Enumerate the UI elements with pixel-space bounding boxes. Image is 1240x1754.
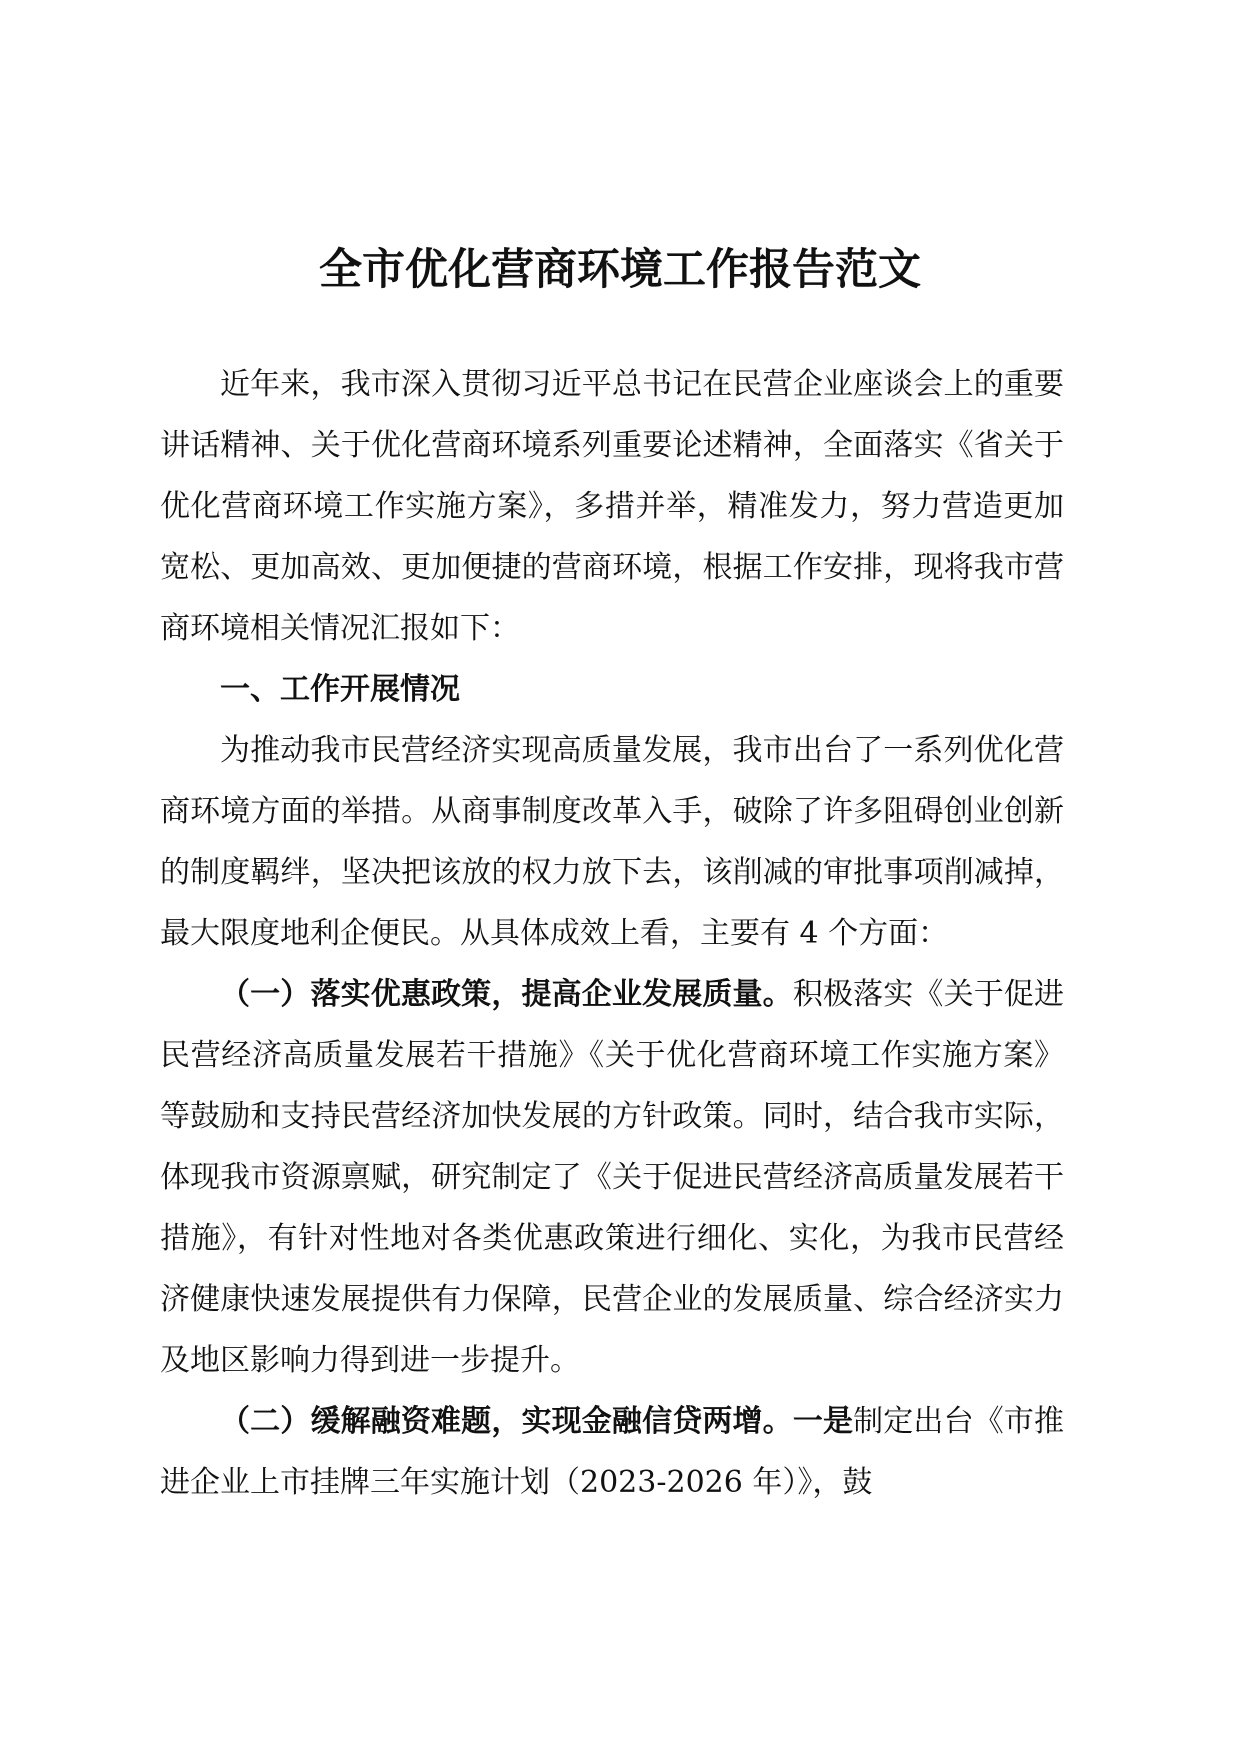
paragraph-intro <box>160 354 1064 659</box>
paragraph-text: 近年来，我市深入贯彻习近平总书记在民营企业座谈会上的重要讲话精神、关于优化营商环境系列重要论述精神，全面落实《省关于优化营商环境工作实施方案》，多措并举，精准发力，努力营造更加宽松、更加高效、更加便捷的营商环境，根据工作安排，现将我市营商环境相关情况汇报如下： <box>160 367 1064 646</box>
paragraph-text: 积极落实《关于促进民营经济高质量发展若干措施》《关于优化营商环境工作实施方案》等鼓励和支持民营经济加快发展的方针政策。同时，结合我市实际，体现我市资源禀赋，研究制定了《关于促进民营经济高质量发展若干措施》，有针对性地对各类优惠政策进行细化、实化，为我市民营经济健康快速发展提供有力保障，民营企业的发展质量、综合经济实力及地区影响力得到进一步提升。 <box>160 977 1065 1378</box>
paragraph-overview <box>160 720 1064 964</box>
paragraph-text: 为推动我市民营经济实现高质量发展，我市出台了一系列优化营商环境方面的举措。从商事制度改革入手，破除了许多阻碍创业创新的制度羁绊，坚决把该放的权力放下去，该削减的审批事项削减掉，最大限度地利企便民。从具体成效上看，主要有 4 个方面： <box>160 733 1064 951</box>
section-heading <box>160 659 1064 720</box>
document-body <box>160 354 1064 1513</box>
paragraph-text: 制定出台《市推进企业上市挂牌三年实施计划（2023-2026 年）》，鼓 <box>160 1404 1065 1500</box>
item-lead: （二）缓解融资难题，实现金融信贷两增。 <box>220 1404 793 1439</box>
item-sublead: 一是 <box>792 1404 854 1439</box>
document-title: 全市优化营商环境工作报告范文 <box>319 245 921 295</box>
item-lead: （一）落实优惠政策，提高企业发展质量。 <box>220 977 793 1012</box>
section-heading-text: 一、工作开展情况 <box>220 672 460 707</box>
paragraph-item-1 <box>160 964 1064 1391</box>
paragraph-item-2 <box>160 1391 1064 1513</box>
